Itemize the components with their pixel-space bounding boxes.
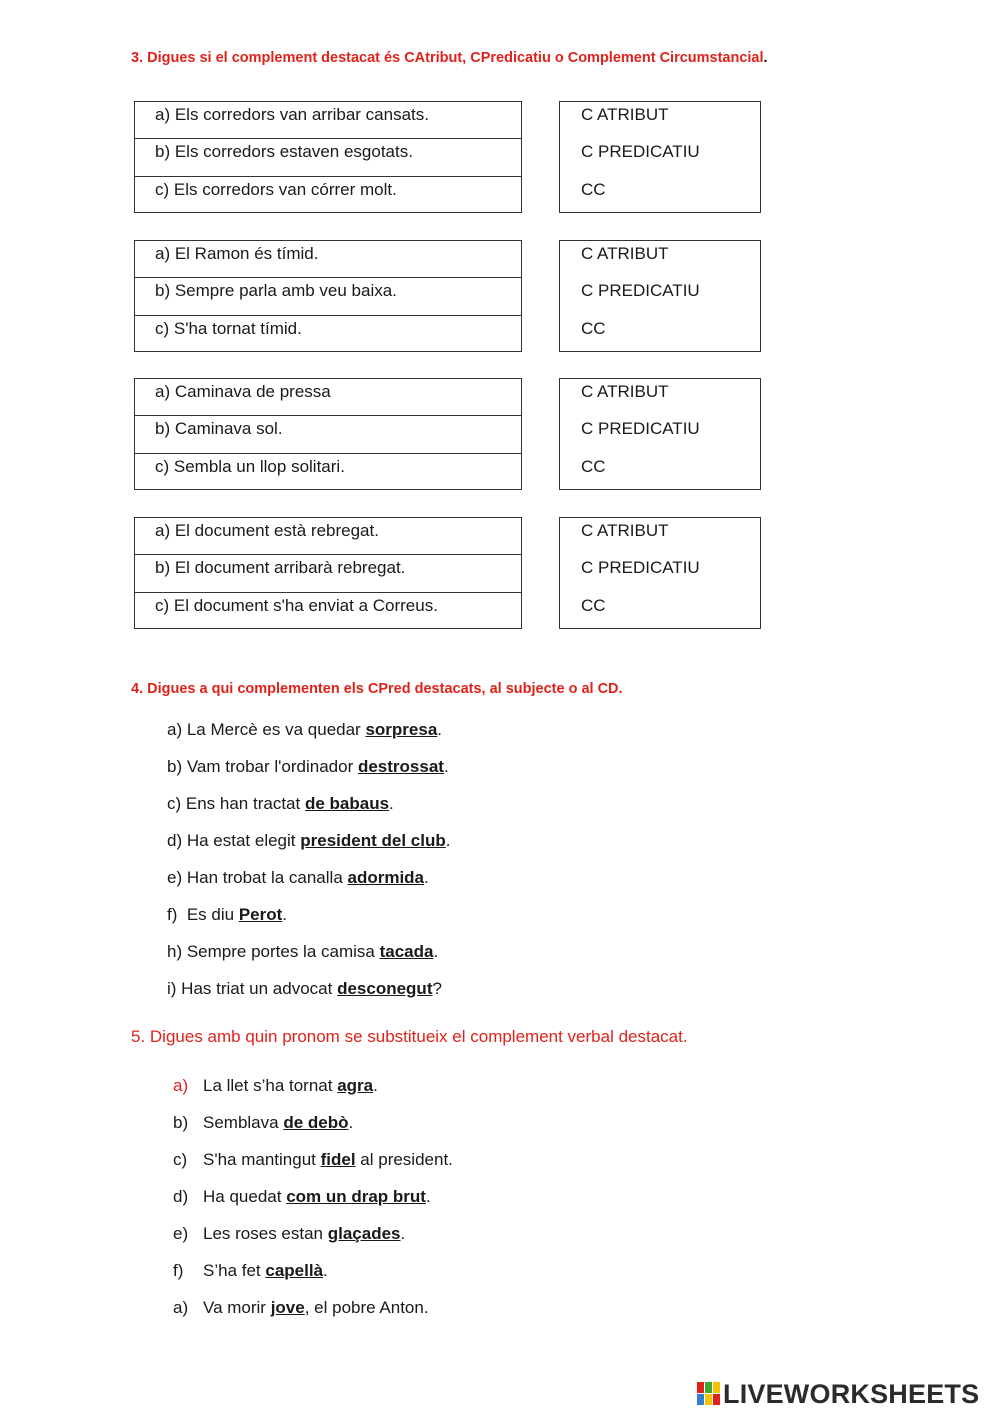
- list-item: d) Ha quedat com un drap brut.: [173, 1187, 431, 1206]
- sentence: a) Els corredors van arribar cansats.: [135, 102, 521, 139]
- option-box: [559, 240, 761, 352]
- section-4-heading: 4. Digues a qui complementen els CPred destacats, al subjecte o al CD.: [131, 681, 623, 697]
- sentence-box: [134, 240, 522, 352]
- option-cc[interactable]: CC: [581, 595, 606, 615]
- highlighted-complement: agra: [337, 1076, 374, 1095]
- list-item: c) S'ha mantingut fidel al president.: [173, 1150, 453, 1169]
- list-item: a) La llet s’ha tornat agra.: [173, 1076, 378, 1095]
- sentence: c) El document s'ha enviat a Correus.: [155, 595, 438, 615]
- section-5-list: [173, 1072, 453, 1331]
- list-item: d) Ha estat elegit president del club.: [167, 831, 451, 850]
- highlighted-complement: tacada: [379, 942, 434, 961]
- highlighted-complement: Perot: [238, 905, 283, 924]
- highlighted-complement: capellà: [265, 1261, 324, 1280]
- section-4-list: [167, 716, 450, 1012]
- list-item: b) Vam trobar l'ordinador destrossat.: [167, 757, 449, 776]
- option-atribut[interactable]: C ATRIBUT: [581, 521, 669, 540]
- sentence: b) El document arribarà rebregat.: [135, 555, 521, 592]
- section-5-heading: 5. Digues amb quin pronom se substitueix el complement verbal destacat.: [131, 1027, 688, 1046]
- sentence: c) S'ha tornat tímid.: [155, 318, 302, 338]
- list-item: f) Es diu Perot.: [167, 905, 288, 924]
- option-box: [559, 517, 761, 629]
- liveworksheets-logo[interactable]: [697, 1377, 979, 1411]
- list-item: a) Va morir jove, el pobre Anton.: [173, 1298, 429, 1317]
- option-predicatiu[interactable]: C PREDICATIU: [581, 281, 700, 301]
- sentence: a) El document està rebregat.: [135, 518, 521, 555]
- sentence: b) Els corredors estaven esgotats.: [135, 139, 521, 176]
- highlighted-complement: fidel: [320, 1150, 356, 1169]
- liveworksheets-logo-icon: [697, 1382, 721, 1406]
- option-atribut[interactable]: C ATRIBUT: [581, 382, 669, 401]
- option-predicatiu[interactable]: C PREDICATIU: [581, 419, 700, 439]
- highlighted-complement: com un drap brut: [286, 1187, 426, 1206]
- list-item: h) Sempre portes la camisa tacada.: [167, 942, 439, 961]
- section-3-heading: 3. Digues si el complement destacat és CAtribut, CPredicatiu o Complement Circumstancial.: [131, 50, 768, 66]
- highlighted-complement: adormida: [347, 868, 425, 887]
- sentence-box: [134, 101, 522, 213]
- option-cc[interactable]: CC: [581, 318, 606, 338]
- option-atribut[interactable]: C ATRIBUT: [581, 105, 669, 124]
- option-predicatiu[interactable]: C PREDICATIU: [581, 558, 700, 578]
- sentence: b) Caminava sol.: [135, 416, 521, 453]
- logo-text: LIVEWORKSHEETS: [723, 1378, 980, 1409]
- option-predicatiu[interactable]: C PREDICATIU: [581, 142, 700, 162]
- highlighted-complement: president del club: [300, 831, 446, 850]
- sentence: c) Sembla un llop solitari.: [155, 456, 345, 476]
- sentence-box: [134, 378, 522, 490]
- option-atribut[interactable]: C ATRIBUT: [581, 244, 669, 263]
- highlighted-complement: jove: [270, 1298, 305, 1317]
- list-item: a) La Mercè es va quedar sorpresa.: [167, 720, 443, 739]
- sentence-box: [134, 517, 522, 629]
- list-item: c) Ens han tractat de babaus.: [167, 794, 394, 813]
- list-item: e) Han trobat la canalla adormida.: [167, 868, 429, 887]
- sentence: a) El Ramon és tímid.: [135, 241, 521, 278]
- list-item: e) Les roses estan glaçades.: [173, 1224, 406, 1243]
- list-item: f) S’ha fet capellà.: [173, 1261, 328, 1280]
- highlighted-complement: sorpresa: [365, 720, 438, 739]
- highlighted-complement: destrossat: [357, 757, 444, 776]
- list-item: b) Semblava de debò.: [173, 1113, 354, 1132]
- sentence: b) Sempre parla amb veu baixa.: [135, 278, 521, 315]
- highlighted-complement: desconegut: [337, 979, 433, 998]
- highlighted-complement: glaçades: [327, 1224, 401, 1243]
- list-item: i) Has triat un advocat desconegut?: [167, 979, 442, 998]
- sentence: a) Caminava de pressa: [135, 379, 521, 416]
- option-box: [559, 378, 761, 490]
- option-box: [559, 101, 761, 213]
- option-cc[interactable]: CC: [581, 179, 606, 199]
- highlighted-complement: de babaus: [304, 794, 390, 813]
- highlighted-complement: de debò: [283, 1113, 349, 1132]
- option-cc[interactable]: CC: [581, 456, 606, 476]
- sentence: c) Els corredors van córrer molt.: [155, 179, 397, 199]
